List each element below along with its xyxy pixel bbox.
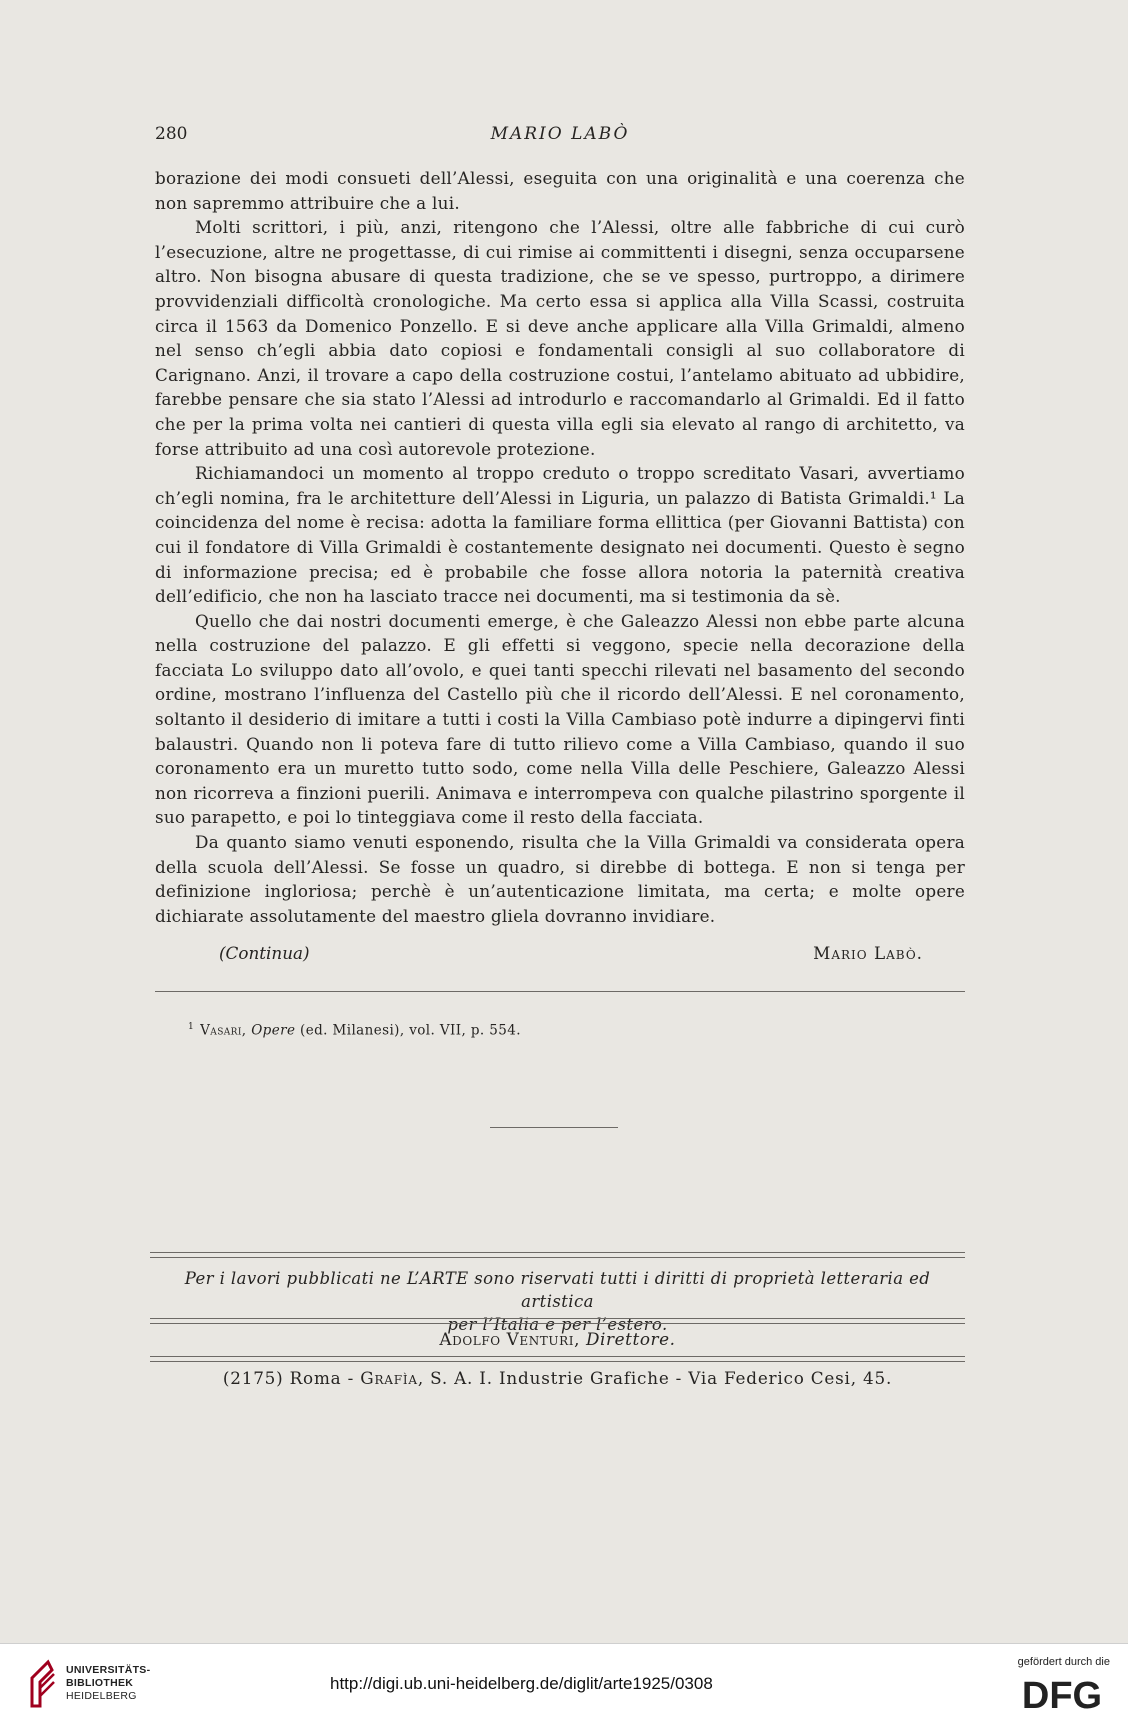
rights-line-1: Per i lavori pubblicati ne L’ARTE sono riservati tutti i diritti di proprietà letteraria ed artistica	[184, 1269, 931, 1311]
continua-note: (Continua)	[219, 943, 310, 963]
dfg-logo-icon	[1016, 1674, 1108, 1714]
colophon-top-rule	[150, 1252, 965, 1258]
running-title: MARIO LABÒ	[490, 124, 630, 144]
dfg-logo-text: DFG	[1021, 1675, 1103, 1714]
editor-name: Adolfo Venturi,	[439, 1329, 581, 1349]
printer-name: Grafìa,	[360, 1368, 425, 1388]
author-signature: Mario Labò.	[813, 943, 923, 963]
rights-notice	[150, 1267, 965, 1336]
section-divider	[490, 1127, 618, 1128]
footnote-marker: 1	[188, 1022, 195, 1032]
paragraph: borazione dei modi consueti dell’Alessi, eseguita con una originalità e una coerenza che non sapremmo attribuire che a lui.	[155, 168, 965, 213]
footnote	[188, 1022, 521, 1039]
printer-rest: S. A. I. Industrie Grafiche - Via Federico Cesi, 45.	[430, 1368, 893, 1388]
printer-line	[150, 1368, 965, 1388]
running-header	[155, 124, 965, 148]
library-line-3: HEIDELBERG	[66, 1690, 137, 1702]
footnote-author: Vasari,	[200, 1022, 247, 1039]
colophon-bottom-rule	[150, 1356, 965, 1362]
library-name	[66, 1664, 150, 1703]
paragraph: Richiamandoci un momento al troppo creduto o troppo screditato Vasari, avvertiamo ch’egli nomina, fra le architetture dell’Alessi in Liguria, un palazzo di Batista Grimaldi.¹ La coincidenza del nome è recisa: adotta la familiare forma ellittica (per Giovanni Battista) con cui il fondatore di Villa Grimaldi è costantemente designato nei documenti. Questo è segno di informazione precisa; ed è probabile che fosse allora notoria la paternità creativa dell’edificio, che non ha lasciato tracce nei documenti, ma si testimonia da sè.	[155, 463, 965, 607]
library-line-2: BIBLIOTHEK	[66, 1677, 134, 1689]
printer-code: (2175) Roma -	[222, 1368, 355, 1388]
footnote-details: (ed. Milanesi), vol. VII, p. 554.	[300, 1022, 521, 1039]
rights-line-2: per l’Italia e per l’estero.	[447, 1315, 668, 1334]
paragraph: Quello che dai nostri documenti emerge, è che Galeazzo Alessi non ebbe parte alcuna nella costruzione del palazzo. E gli effetti si veggono, specie nella decorazione della facciata Lo sviluppo dato all’ovolo, e quei tanti specchi rilevati nel basamento del secondo ordine, mostrano l’influenza del Castello più che il ricordo dell’Alessi. E nel coronamento, soltanto il desiderio di imitare a tutti i costi la Villa Cambiaso potè indurre a dipingervi finti balaustri. Quando non li poteva fare di tutto rilievo come a Villa Cambiaso, quando il suo coronamento era un muretto tutto sodo, come nella Villa delle Peschiere, Galeazzo Alessi non ricorreva a finzioni puerili. Animava e interrompeva con qualche pilastrino sporgente il suo parapetto, e poi lo tinteggiava come il resto della facciata.	[155, 610, 965, 828]
editor-line	[150, 1329, 965, 1349]
footnote-work: Opere	[251, 1022, 296, 1039]
signature-line	[155, 943, 965, 967]
library-line-1: UNIVERSITÄTS-	[66, 1664, 151, 1676]
article-body	[155, 166, 965, 928]
page-number: 280	[155, 124, 188, 144]
colophon-middle-rule	[150, 1318, 965, 1324]
funded-by-caption: gefördert durch die	[1017, 1656, 1110, 1668]
university-library-logo-icon	[26, 1658, 58, 1710]
paragraph: Da quanto siamo venuti esponendo, risulta che la Villa Grimaldi va considerata opera della scuola dell’Alessi. Se fosse un quadro, si direbbe di bottega. E non si tenga per definizione ingloriosa; perchè è un’autenticazione limitata, ma certa; e molte opere dichiarate assolutamente del maestro gliela dovranno invidiare.	[155, 832, 965, 926]
paragraph: Molti scrittori, i più, anzi, ritengono che l’Alessi, oltre alle fabbriche di cui curò l’esecuzione, altre ne progettasse, di cui rimise ai committenti i disegni, senza occuparsene altro. Non bisogna abusare di questa tradizione, che se ve spesso, purtroppo, a dirimere provvidenziali difficoltà cronologiche. Ma certo essa si applica alla Villa Scassi, costruita circa il 1563 da Domenico Ponzello. E si deve anche applicare alla Villa Grimaldi, almeno nel senso ch’egli abbia dato copiosi e fondamentali consigli al suo collaboratore di Carignano. Anzi, il trovare a capo della costruzione costui, l’antelamo abituato ad ubbidire, farebbe pensare che sia stato l’Alessi ad introdurlo e raccomandarlo al Grimaldi. Ed il fatto che per la prima volta nei cantieri di questa villa egli sia elevato al rango di architetto, va forse attribuito ad una così autorevole protezione.	[155, 217, 965, 459]
editor-role: Direttore.	[585, 1329, 676, 1349]
footnote-divider	[155, 991, 965, 992]
digitization-footer	[0, 1643, 1128, 1726]
permalink-url[interactable]: http://digi.ub.uni-heidelberg.de/diglit/arte1925/0308	[330, 1674, 713, 1693]
